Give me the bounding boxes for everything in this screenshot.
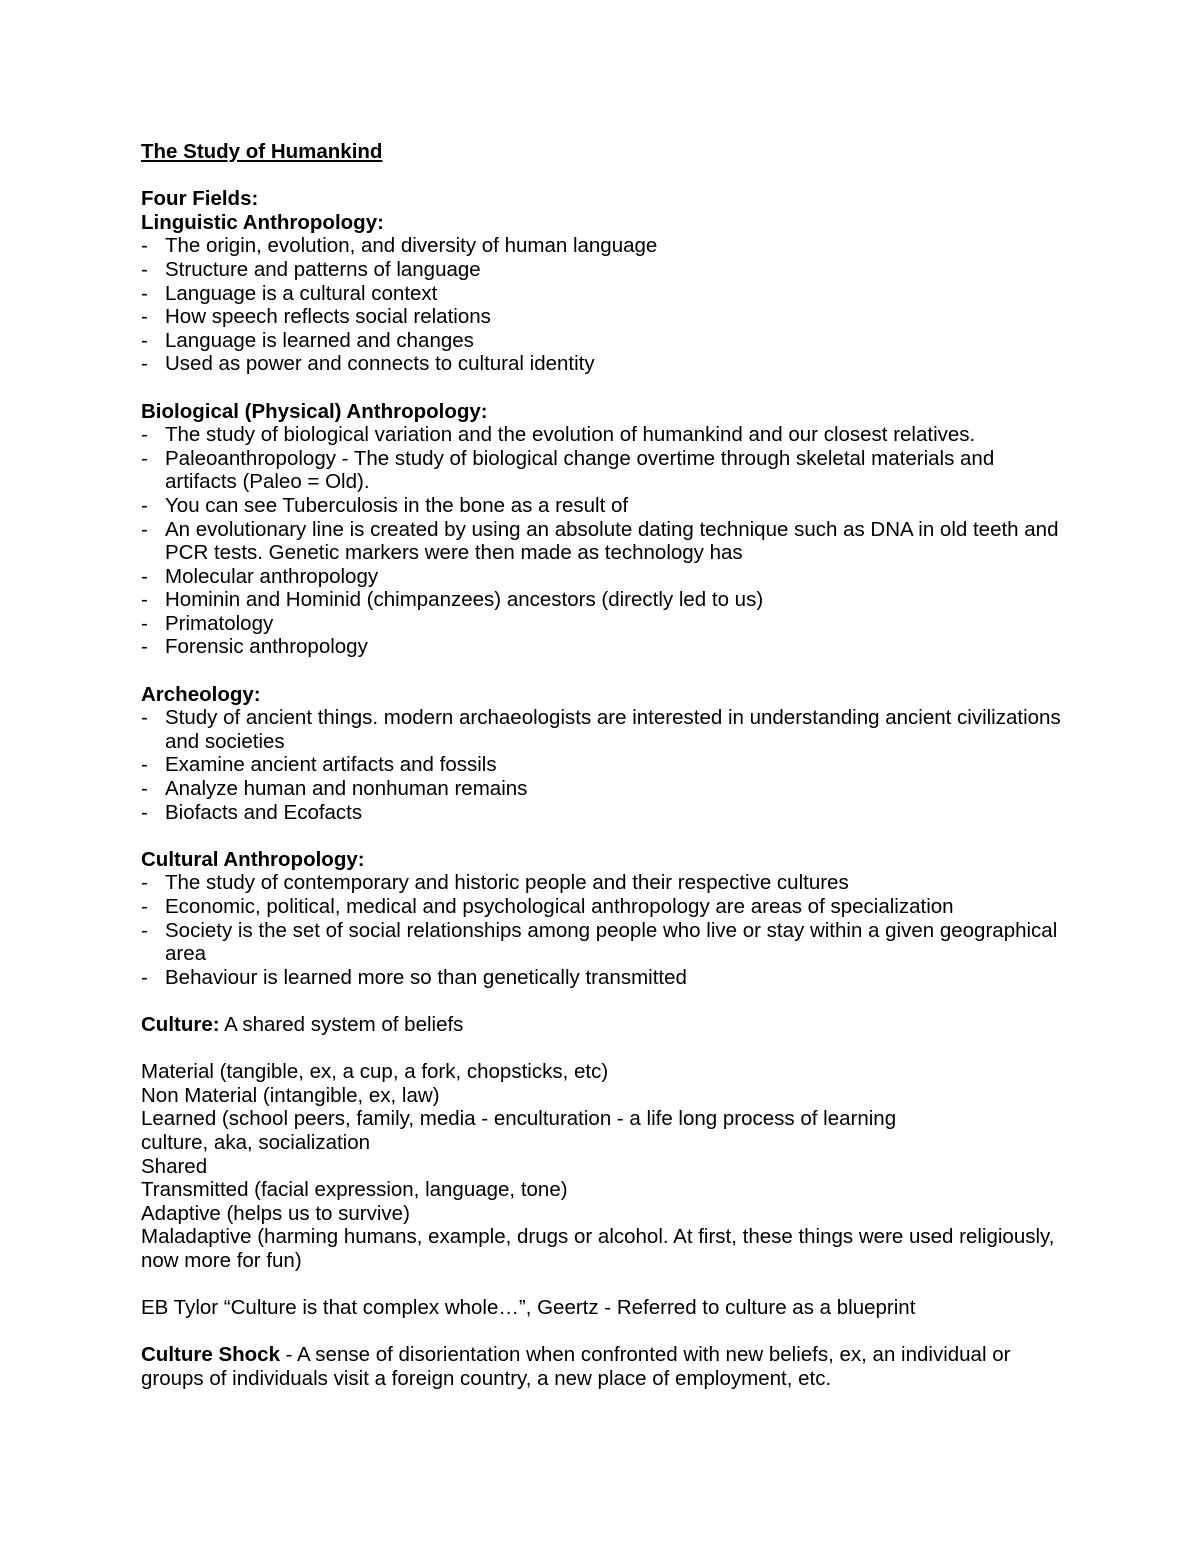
list-item: - Language is learned and changes	[141, 329, 1061, 353]
culture-shock-definition	[141, 1343, 1061, 1390]
spacer	[141, 376, 1061, 400]
list-item: - How speech reflects social relations	[141, 305, 1061, 329]
spacer	[141, 1320, 1061, 1344]
list-item: - Behaviour is learned more so than genetically transmitted	[141, 966, 1061, 990]
list-item: - Language is a cultural context	[141, 282, 1061, 306]
culture-trait: Adaptive (helps us to survive)	[141, 1201, 410, 1225]
culture-definition	[141, 1013, 1061, 1037]
biological-list	[141, 423, 1061, 659]
spacer	[141, 659, 1061, 683]
culture-trait: Shared	[141, 1154, 208, 1178]
list-item: - Biofacts and Ecofacts	[141, 801, 1061, 825]
spacer	[141, 1273, 1061, 1297]
culture-definition-text: A shared system of beliefs	[219, 1012, 464, 1036]
list-item: - Structure and patterns of language	[141, 258, 1061, 282]
culture-trait: Learned (school peers, family, media - enculturation - a life long process of learning culture, aka, socialization	[141, 1107, 897, 1154]
list-item: - Forensic anthropology	[141, 635, 1061, 659]
four-fields-heading: Four Fields:	[141, 187, 259, 211]
list-item: - Examine ancient artifacts and fossils	[141, 753, 1061, 777]
list-item: - Analyze human and nonhuman remains	[141, 777, 1061, 801]
biological-heading: Biological (Physical) Anthropology:	[141, 399, 488, 423]
culture-shock-term: Culture Shock	[141, 1343, 280, 1367]
list-item: - Primatology	[141, 612, 1061, 636]
archeology-list	[141, 706, 1061, 824]
list-item: - An evolutionary line is created by using an absolute dating technique such as DNA in old teeth and PCR tests. Genetic markers were then made as technology has	[141, 518, 1061, 565]
culture-shock-text: - A sense of disorientation when confronted with new beliefs, ex, an individual or groups of individuals visit a foreign country, a new place of employment, etc.	[141, 1343, 1011, 1390]
list-item: - Used as power and connects to cultural identity	[141, 352, 1061, 376]
linguistic-list	[141, 234, 1061, 376]
list-item: - Study of ancient things. modern archaeologists are interested in understanding ancient civilizations and societies	[141, 706, 1061, 753]
culture-trait: Non Material (intangible, ex, law)	[141, 1083, 440, 1107]
document-title: The Study of Humankind	[141, 140, 383, 163]
cultural-list	[141, 871, 1061, 989]
culture-traits	[141, 1060, 1061, 1272]
list-item: - Hominin and Hominid (chimpanzees) ancestors (directly led to us)	[141, 588, 1061, 612]
list-item: - Molecular anthropology	[141, 565, 1061, 589]
list-item: - You can see Tuberculosis in the bone as a result of	[141, 494, 1061, 518]
list-item: - The study of contemporary and historic people and their respective cultures	[141, 871, 1061, 895]
spacer	[141, 989, 1061, 1013]
list-item: - The study of biological variation and the evolution of humankind and our closest relatives.	[141, 423, 1061, 447]
list-item: - Paleoanthropology - The study of biological change overtime through skeletal materials and artifacts (Paleo = Old).	[141, 447, 1061, 494]
cultural-heading: Cultural Anthropology:	[141, 847, 365, 871]
spacer	[141, 1037, 1061, 1061]
spacer	[141, 164, 1061, 188]
list-item: - The origin, evolution, and diversity of human language	[141, 234, 1061, 258]
linguistic-heading: Linguistic Anthropology:	[141, 210, 384, 234]
spacer	[141, 824, 1061, 848]
list-item: - Economic, political, medical and psychological anthropology are areas of specialization	[141, 895, 1061, 919]
tylor-quote: EB Tylor “Culture is that complex whole…”, Geertz - Referred to culture as a blueprint	[141, 1296, 916, 1320]
list-item: - Society is the set of social relationships among people who live or stay within a given geographical area	[141, 919, 1061, 966]
document-page	[141, 140, 1061, 1390]
culture-trait: Transmitted (facial expression, language, tone)	[141, 1178, 568, 1202]
culture-trait: Maladaptive (harming humans, example, drugs or alcohol. At first, these things were used religiously, now more for fun)	[141, 1225, 1055, 1272]
culture-trait: Material (tangible, ex, a cup, a fork, chopsticks, etc)	[141, 1060, 609, 1084]
archeology-heading: Archeology:	[141, 682, 261, 706]
culture-term: Culture:	[141, 1012, 220, 1036]
